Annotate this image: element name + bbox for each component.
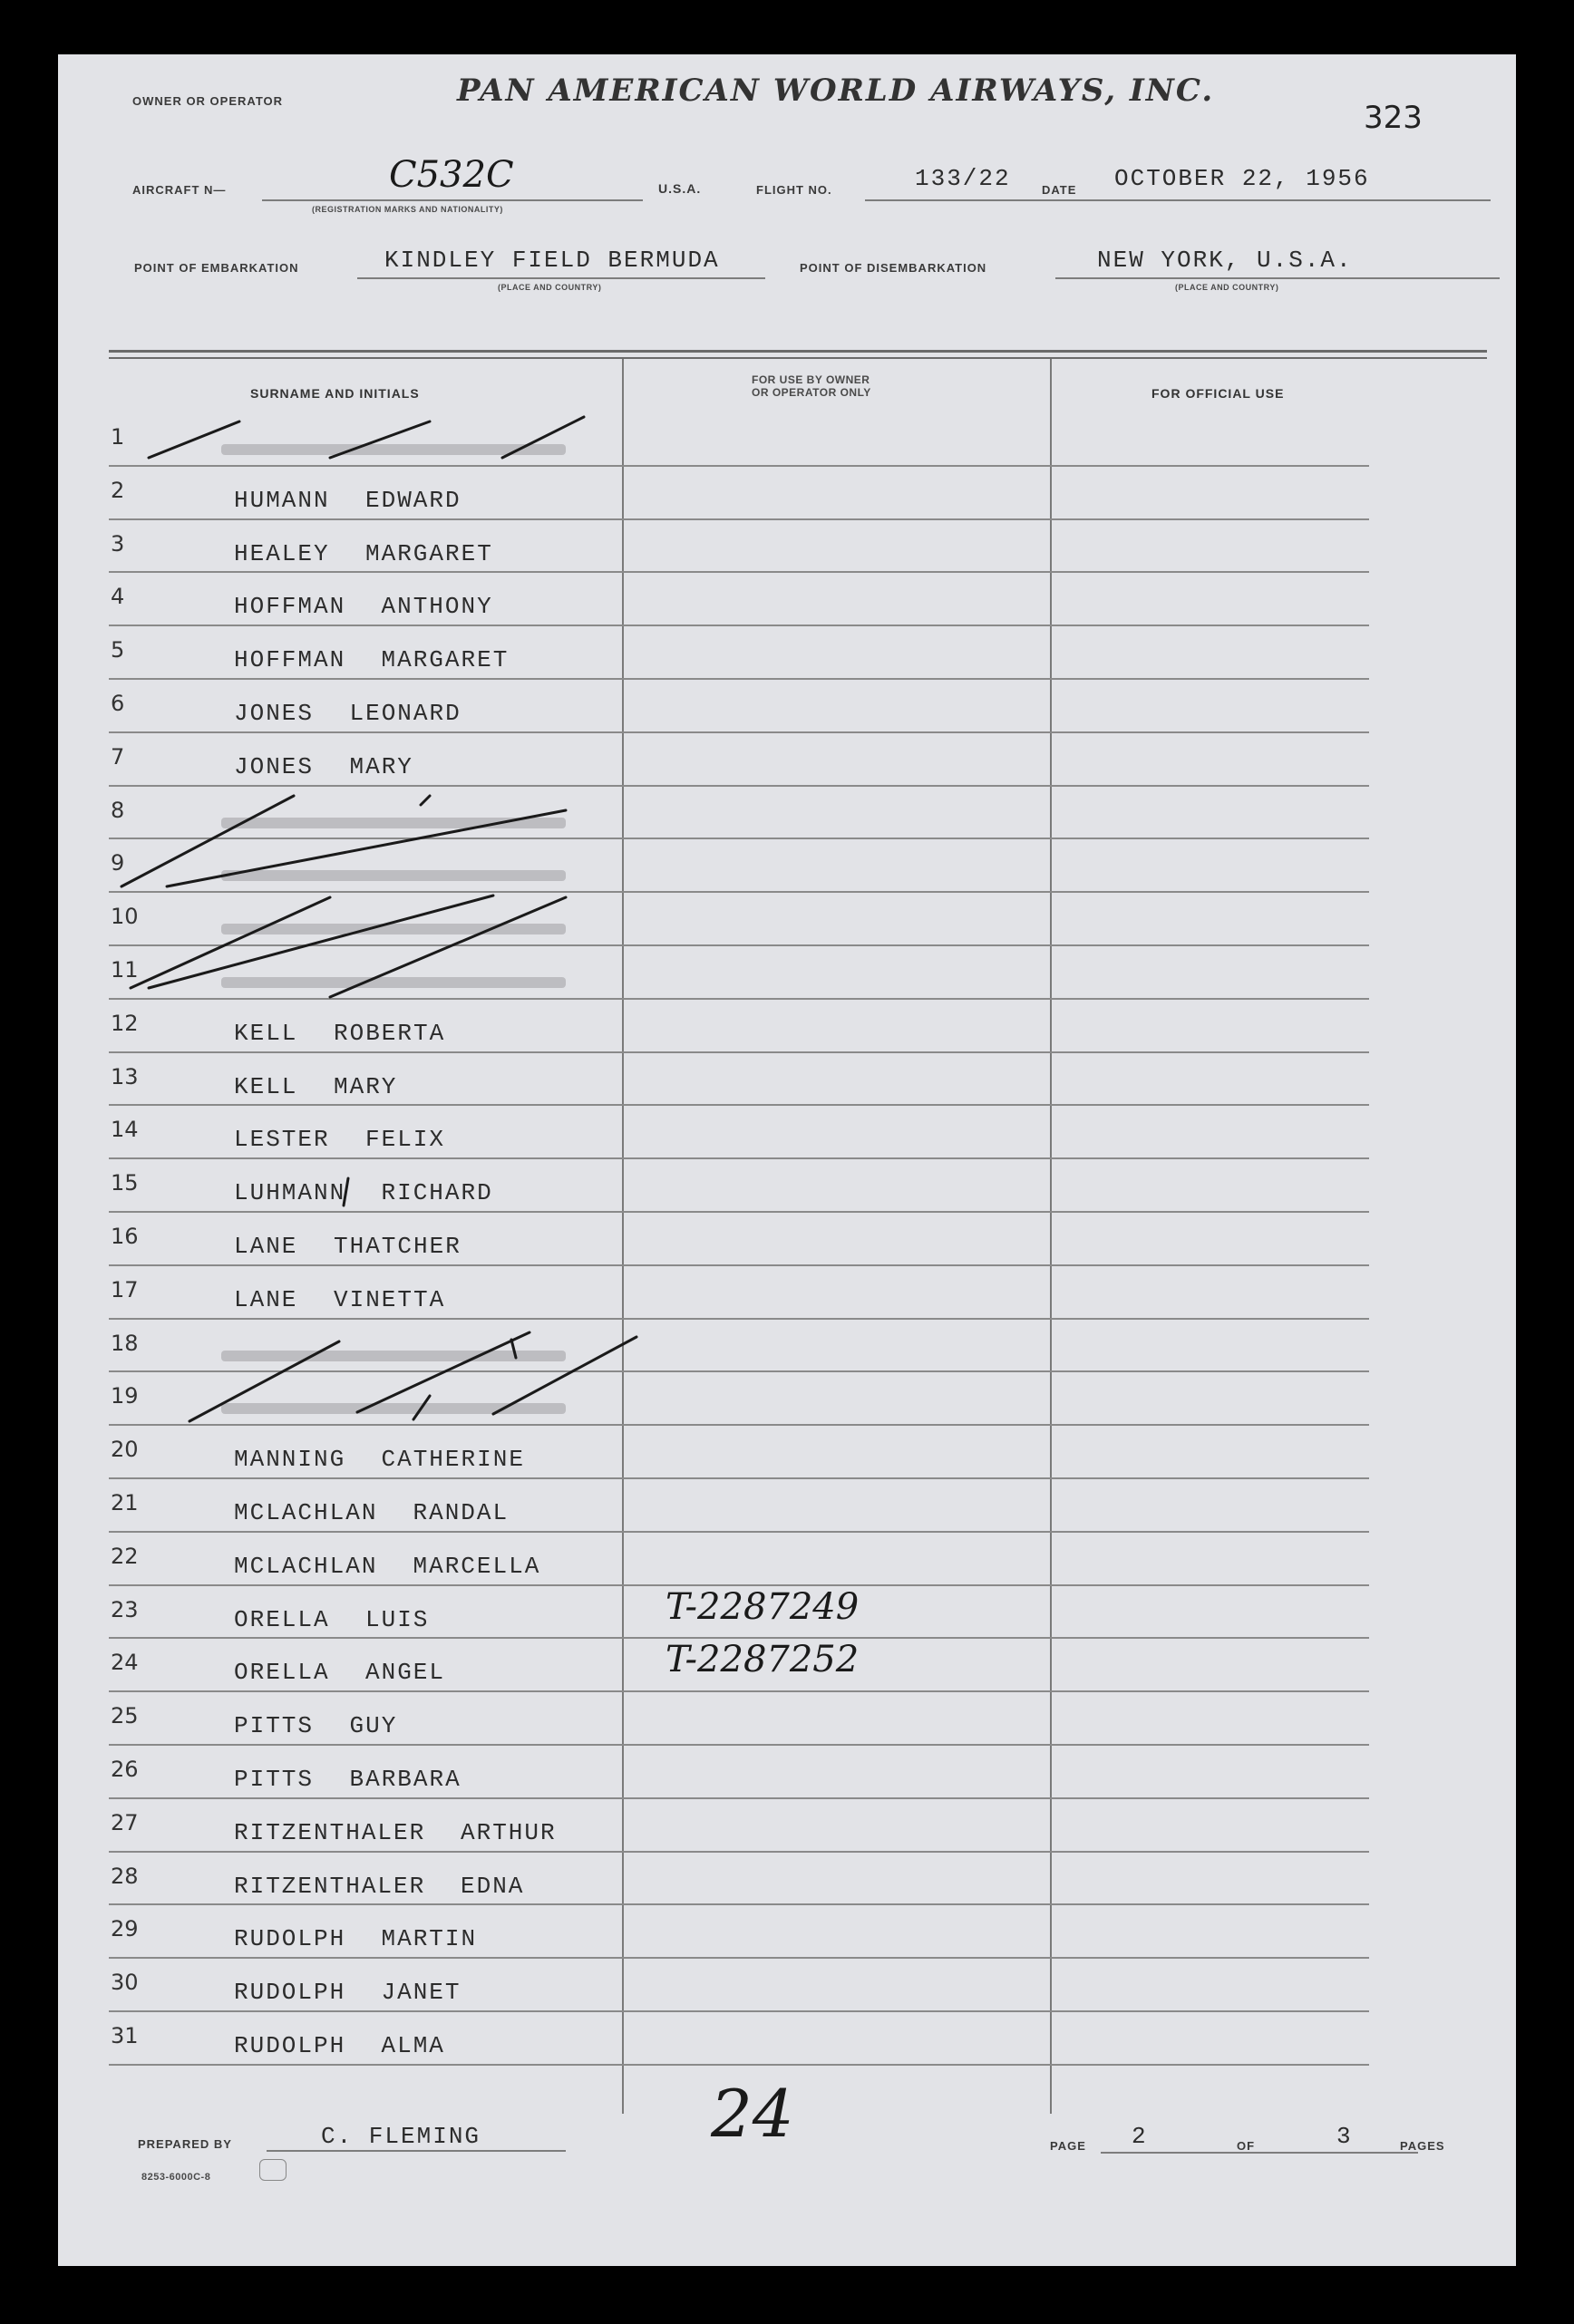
embark-label: POINT OF EMBARKATION [134,261,299,275]
row-number: 20 [111,1437,139,1463]
passenger-surname: HOFFMAN [234,646,346,674]
row-number: 22 [111,1543,139,1569]
passenger-given-name: EDWARD [365,486,462,514]
row-number: 25 [111,1703,139,1729]
row-number: 19 [111,1383,139,1409]
manifest-page [58,54,1516,2266]
prepared-line [267,2150,566,2152]
row-number: 17 [111,1276,139,1302]
flight-label: FLIGHT NO. [756,183,832,197]
passenger-surname: HOFFMAN [234,593,346,621]
owner-label: OWNER OR OPERATOR [132,94,284,108]
row-number: 24 [111,1650,139,1676]
row-number: 29 [111,1916,139,1942]
prepared-label: PREPARED BY [138,2137,232,2151]
passenger-surname: RITZENTHALER [234,1818,426,1846]
of-line [1273,2152,1418,2154]
passenger-surname: KELL [234,1072,298,1100]
embark-sub: (PLACE AND COUNTRY) [498,283,602,292]
passenger-given-name: EDNA [461,1872,525,1900]
row-number: 10 [111,904,139,930]
col-surname-header: SURNAME AND INITIALS [250,386,420,401]
passenger-given-name: MARGARET [381,646,510,674]
passenger-surname: PITTS [234,1712,315,1740]
passenger-surname: ORELLA [234,1659,330,1687]
row-number: 13 [111,1063,139,1089]
passenger-given-name: MARTIN [381,1925,478,1953]
aircraft-sub: (REGISTRATION MARKS AND NATIONALITY) [312,205,503,214]
passenger-given-name: FELIX [365,1126,446,1154]
row-number: 18 [111,1330,139,1356]
row-number: 8 [111,797,125,823]
passenger-given-name: VINETTA [334,1285,446,1313]
row-number: 1 [111,424,125,450]
row-number: 21 [111,1490,139,1515]
row-number: 15 [111,1170,139,1196]
page-value: 2 [1132,2123,1148,2150]
passenger-surname: HEALEY [234,539,330,567]
row-number: 28 [111,1863,139,1889]
passenger-surname: RITZENTHALER [234,1872,426,1900]
passenger-given-name: LEONARD [349,700,462,727]
passenger-given-name: MARY [349,752,413,780]
row-number: 12 [111,1010,139,1036]
row-number: 23 [111,1596,139,1622]
row-number: 6 [111,691,125,716]
passenger-surname: LUHMANN [234,1179,346,1207]
passenger-surname: RUDOLPH [234,2032,346,2059]
strike-marks [58,54,1516,2266]
col-owner-header-1: FOR USE BY OWNER [752,373,870,386]
row-number: 26 [111,1757,139,1782]
passenger-surname: LANE [234,1233,298,1260]
of-label: OF [1237,2139,1256,2153]
passenger-surname: LESTER [234,1126,330,1154]
passenger-surname: HUMANN [234,486,330,514]
row-number: 7 [111,743,125,770]
passenger-given-name: ANTHONY [381,593,493,621]
passenger-given-name: MARY [334,1072,398,1100]
col-official-header: FOR OFFICIAL USE [1151,386,1285,401]
row-number: 27 [111,1809,139,1835]
owner-value: PAN AMERICAN WORLD AIRWAYS, INC. [457,73,1215,109]
passenger-given-name: RICHARD [381,1179,493,1207]
flight-value: 133/22 [915,165,1011,192]
passenger-surname: ORELLA [234,1605,330,1633]
aircraft-label: AIRCRAFT N— [132,183,227,197]
passenger-given-name: JANET [381,1979,462,2007]
aircraft-value: C532C [389,154,514,196]
passenger-surname: PITTS [234,1766,315,1793]
printer-mark-icon [259,2159,287,2181]
date-label: DATE [1042,183,1077,197]
row-number: 11 [111,957,139,983]
row-number: 3 [111,530,125,557]
ticket-number-note: T-2287252 [666,1639,860,1681]
row-number: 2 [111,477,125,503]
passenger-given-name: ROBERTA [334,1019,446,1047]
disembark-label: POINT OF DISEMBARKATION [800,261,987,275]
prepared-value: C. FLEMING [321,2123,481,2150]
passenger-surname: RUDOLPH [234,1979,346,2007]
row-number: 4 [111,584,125,610]
passenger-surname: JONES [234,700,315,727]
row-number: 9 [111,850,125,876]
embark-value: KINDLEY FIELD BERMUDA [384,247,720,274]
passenger-given-name: ARTHUR [461,1818,557,1846]
row-number: 16 [111,1224,139,1249]
usa-label: U.S.A. [658,181,702,196]
passenger-given-name: MARGARET [365,539,493,567]
page-stamp-number: 323 [1364,100,1423,136]
passenger-surname: RUDOLPH [234,1925,346,1953]
passenger-given-name: THATCHER [334,1233,462,1260]
passenger-surname: LANE [234,1285,298,1313]
passenger-surname: JONES [234,752,315,780]
row-number: 5 [111,637,125,663]
passenger-given-name: CATHERINE [381,1446,525,1474]
row-number: 14 [111,1117,139,1143]
row-number: 30 [111,1970,139,1996]
of-value: 3 [1336,2123,1353,2150]
passenger-given-name: ANGEL [365,1659,446,1687]
pages-label: PAGES [1400,2139,1445,2153]
passenger-surname: KELL [234,1019,298,1047]
passenger-surname: MANNING [234,1446,346,1474]
passenger-given-name: GUY [349,1712,398,1740]
col-owner-header-2: OR OPERATOR ONLY [752,386,871,399]
form-code: 8253-6000C-8 [141,2172,211,2183]
ticket-number-note: T-2287249 [666,1585,860,1628]
date-value: OCTOBER 22, 1956 [1114,165,1370,192]
disembark-value: NEW YORK, U.S.A. [1097,247,1353,274]
row-number: 31 [111,2023,139,2048]
disembark-sub: (PLACE AND COUNTRY) [1175,283,1279,292]
passenger-given-name: LUIS [365,1605,430,1633]
passenger-given-name: ALMA [381,2032,445,2059]
passenger-given-name: BARBARA [349,1766,462,1793]
handwritten-total: 24 [711,2076,794,2152]
passenger-surname: MCLACHLAN [234,1499,378,1526]
passenger-surname: MCLACHLAN [234,1552,378,1580]
passenger-given-name: RANDAL [413,1499,510,1526]
passenger-given-name: MARCELLA [413,1552,541,1580]
page-label: PAGE [1050,2139,1086,2153]
